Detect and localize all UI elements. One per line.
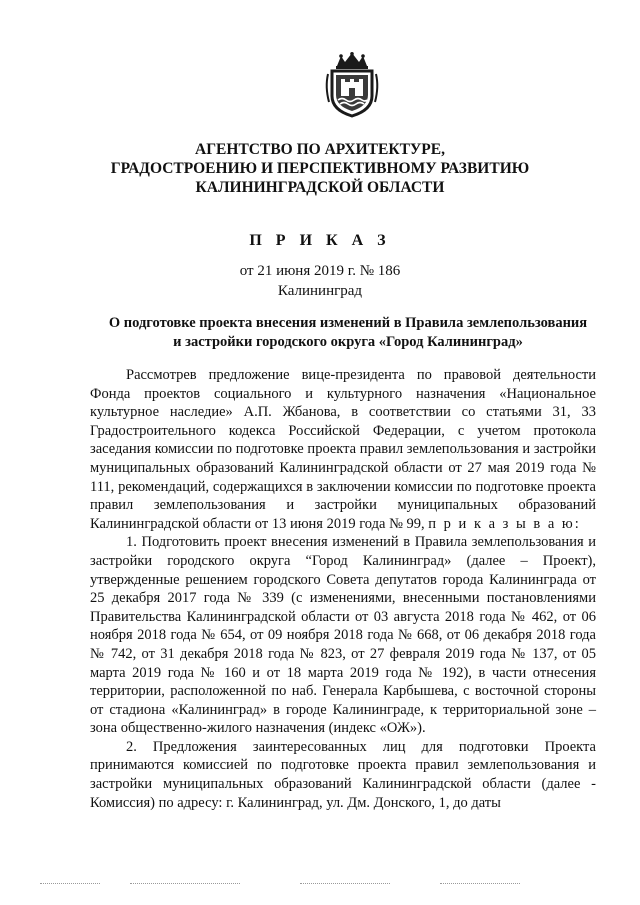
agency-line-2: ГРАДОСТРОЕНИЮ И ПЕРСПЕКТИВНОМУ РАЗВИТИЮ xyxy=(110,160,530,177)
order-city: Калининград xyxy=(277,283,363,299)
paragraph-preamble xyxy=(90,366,596,533)
order-word-inline: п р и к а з ы в а ю: xyxy=(428,515,581,532)
agency-line-3: КАЛИНИНГРАДСКОЙ ОБЛАСТИ xyxy=(195,179,445,196)
agency-header xyxy=(60,140,580,197)
scan-artifact xyxy=(40,883,100,886)
scan-artifact xyxy=(300,883,390,886)
subject-line-1: О подготовке проекта внесения изменений в Правила землепользования xyxy=(108,315,588,331)
scan-artifact xyxy=(130,883,240,886)
agency-line-1: АГЕНТСТВО ПО АРХИТЕКТУРЕ, xyxy=(195,141,445,158)
scan-artifact xyxy=(440,883,520,886)
order-title: П Р И К А З xyxy=(249,232,391,249)
order-subject xyxy=(80,314,616,352)
order-body xyxy=(90,366,596,812)
paragraph-item-1: 1. Подготовить проект внесения изменений в Правила землепользования и застройки городского округа “Город Калининград» (далее – Проект), утвержденные решением городского Совета депутатов города Калининграда от 25 декабря 2017 года № 339 (с изменениями, внесенными постановлениями Правительства Калининградской области от 03 августа 2018 года № 462, от 06 ноября 2018 года № 654, от 09 ноября 2018 года № 668, от 06 декабря 2018 года № 742, от 31 декабря 2018 года № 823, от 27 февраля 2019 года № 137, от 05 марта 2019 года № 160 и от 18 марта 2019 года № 192), в части отнесения территории, расположенной по наб. Генерала Карбышева, с восточной стороны от стадиона «Калининград» в городе Калининграде, к территориальной зоне – зона общественно-жилого назначения (индекс «ОЖ»). xyxy=(90,534,596,737)
subject-line-2: и застройки городского округа «Город Калининград» xyxy=(173,334,523,350)
preamble-text: Рассмотрев предложение вице-президента по правовой деятельности Фонда проектов социального и культурного назначения «Национальное культурное наследие» А.П. Жбанова, в соответствии со статьями 31, 33 Градостроительного кодекса Российской Федерации, с учетом протокола заседания комиссии по подготовке проекта правил землепользования и застройки муниципальных образований Калининградской области от 27 мая 2019 года № 111, рекомендаций, содержащихся в заключении комиссии по подготовке проекта правил землепользования и застройки муниципальных образований Калининградской области от 13 июня 2019 года № 99, xyxy=(90,367,596,532)
order-date-number: от 21 июня 2019 г. № 186 xyxy=(239,263,401,279)
paragraph-item-2: 2. Предложения заинтересованных лиц для подготовки Проекта принимаются комиссией по подготовке проекта правил землепользования и застройки муниципальных образований Калининградской области (далее - Комиссия) по адресу: г. Калининград, ул. Дм. Донского, 1, до даты xyxy=(90,738,596,811)
coat-of-arms-icon xyxy=(323,52,381,118)
